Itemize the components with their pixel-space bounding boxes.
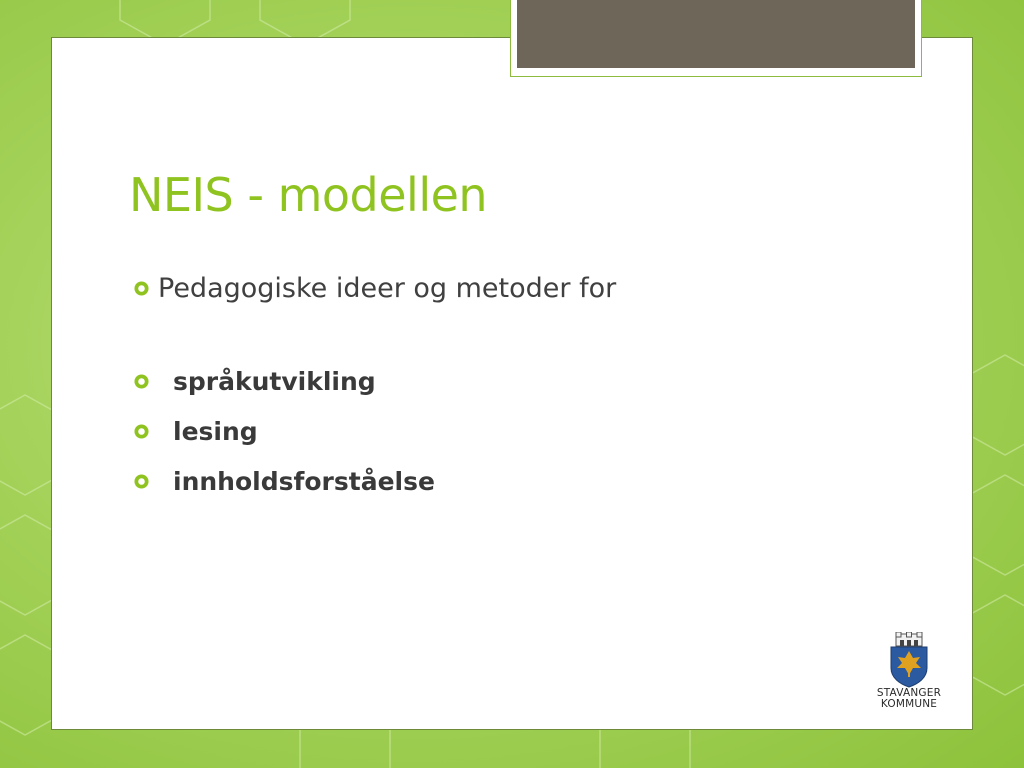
topic-bullet-text: lesing — [173, 416, 258, 446]
topic-bullet — [134, 356, 616, 406]
ring-bullet-icon — [134, 281, 149, 296]
ring-bullet-icon — [134, 474, 149, 489]
lead-bullet — [134, 268, 616, 308]
topic-bullet — [134, 456, 616, 506]
topic-bullet-text: språkutvikling — [173, 366, 376, 396]
lead-bullet-text: Pedagogiske ideer og metoder for — [158, 272, 617, 304]
bullet-list — [134, 268, 616, 506]
stavanger-coat-of-arms-icon — [888, 632, 930, 688]
topic-bullet-text: innholdsforståelse — [173, 466, 435, 496]
ring-bullet-icon — [134, 424, 149, 439]
slide-title: NEIS - modellen — [129, 168, 488, 222]
stavanger-kommune-logo — [862, 632, 956, 720]
logo-text-line1: STAVANGER — [876, 687, 942, 699]
logo-text-line2: KOMMUNE — [880, 698, 938, 710]
topic-bullet — [134, 406, 616, 456]
ring-bullet-icon — [134, 374, 149, 389]
slide-top-tab — [517, 0, 915, 68]
